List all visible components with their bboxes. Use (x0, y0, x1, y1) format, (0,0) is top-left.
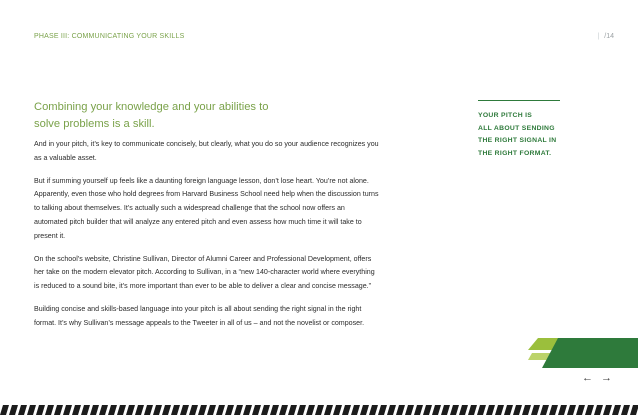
paragraph: But if summing yourself up feels like a daunting foreign language lesson, don’t lose heart. You’re not alone. Apparently, even those who hold degrees from Harvard Business School need help when the discussion turns to talking about themselves. It’s actually such a widespread challenge that the school now offers an automated pitch builder that will analyze any entered pitch and even assess how much time it will take to present it. (34, 176, 379, 240)
pull-quote-line: ALL ABOUT SENDING (478, 124, 555, 132)
phase-title: PHASE III: COMMUNICATING YOUR SKILLS (34, 33, 185, 40)
body-text (34, 138, 379, 340)
page-header (34, 33, 614, 40)
pull-quote-line: THE RIGHT SIGNAL IN (478, 137, 557, 144)
page-number-label: /14 (604, 33, 614, 40)
footer-hatch-band (0, 405, 638, 415)
next-arrow-icon[interactable]: → (601, 372, 612, 384)
paragraph: Building concise and skills-based language into your pitch is all about sending the right signal in the right format. It’s why Sullivan’s message appeals to the Tweeter in all of us – and not the novelist or composer. (34, 304, 365, 327)
page-navigation (582, 372, 612, 384)
paragraph: And in your pitch, it’s key to communicate concisely, but clearly, what you do so your audience recognizes you as a valuable asset. (34, 140, 379, 162)
callout-rule (478, 100, 560, 101)
pull-quote-line: THE RIGHT FORMAT. (478, 149, 552, 157)
page-number (597, 33, 614, 40)
paragraph: On the school’s website, Christine Sullivan, Director of Alumni Career and Professional Development, offers her take on the modern elevator pitch. According to Sullivan, in a “new 140-character world where everything is reduced to a sound bite, it’s more important than ever to be able to deliver a clear and concise message.” (34, 254, 375, 291)
pull-quote-line: YOUR PITCH IS (478, 112, 533, 119)
pull-quote (478, 110, 578, 160)
divider: | (597, 33, 600, 40)
headline: Combining your knowledge and your abilities to solve problems is a skill. (34, 101, 269, 130)
decorative-stripes (528, 338, 638, 368)
prev-arrow-icon[interactable]: ← (582, 372, 593, 384)
